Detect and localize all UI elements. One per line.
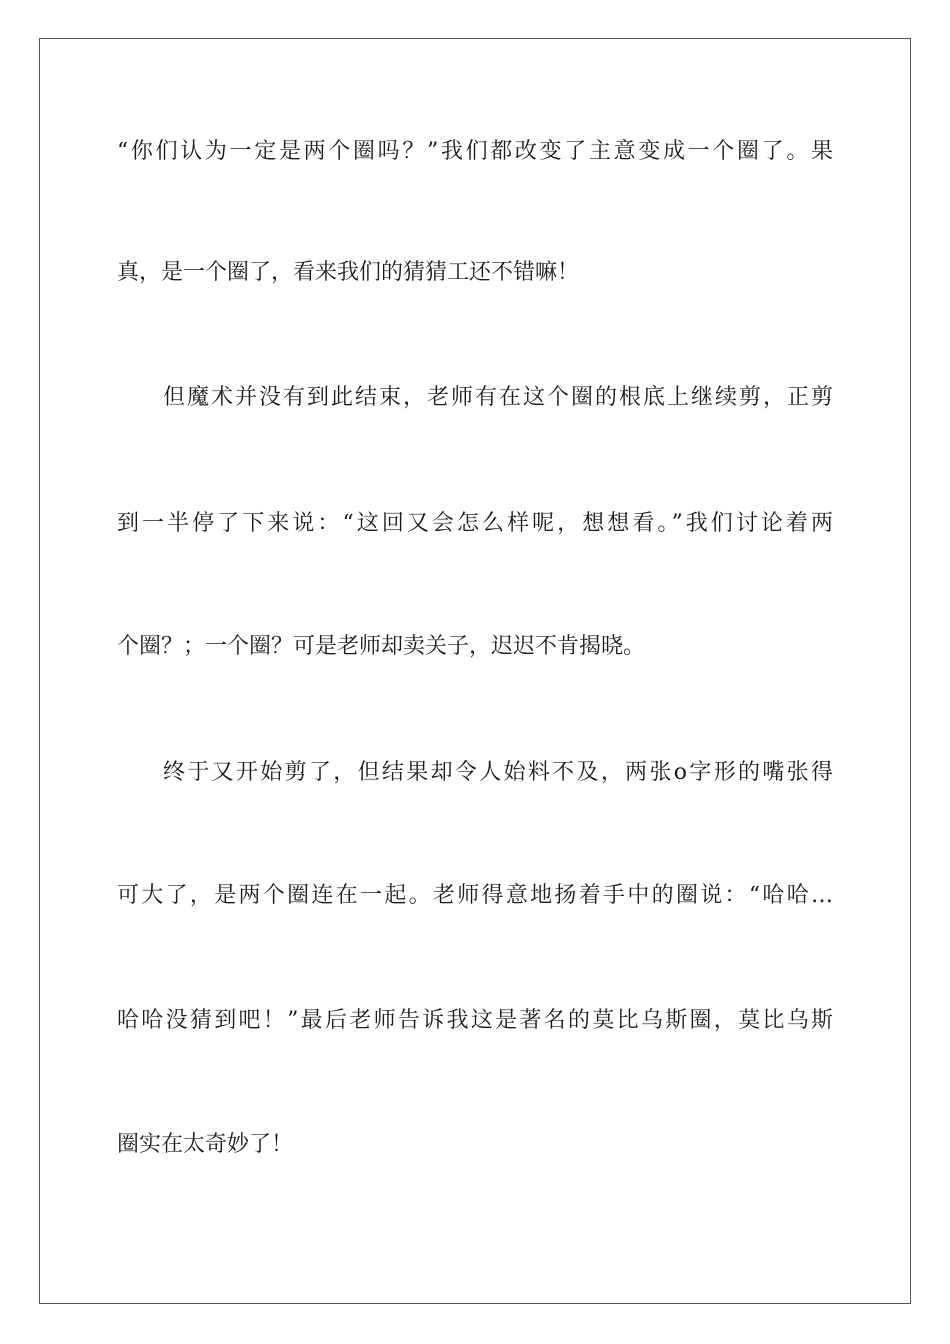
- page-frame: [39, 38, 911, 1304]
- text-line: 终于又开始剪了，但结果却令人始料不及，两张o字形的嘴张得: [163, 760, 833, 785]
- text-line: 到一半停了下来说：“这回又会怎么样呢，想想看。”我们讨论着两: [117, 511, 833, 536]
- text-line: 真，是一个圈了，看来我们的猜猜工还不错嘛！: [117, 260, 580, 285]
- text-line: 圈实在太奇妙了！: [117, 1132, 294, 1157]
- text-line: 可大了，是两个圈连在一起。老师得意地扬着手中的圈说：“哈哈…: [117, 883, 833, 908]
- text-line: “你们认为一定是两个圈吗？”我们都改变了主意变成一个圈了。果: [117, 139, 833, 164]
- text-line: 个圈？；一个圈？可是老师却卖关子，迟迟不肯揭晓。: [117, 634, 646, 659]
- text-line: 但魔术并没有到此结束，老师有在这个圈的根底上继续剪，正剪: [163, 385, 833, 410]
- text-line: 哈哈没猜到吧！”最后老师告诉我这是著名的莫比乌斯圈，莫比乌斯: [117, 1008, 833, 1033]
